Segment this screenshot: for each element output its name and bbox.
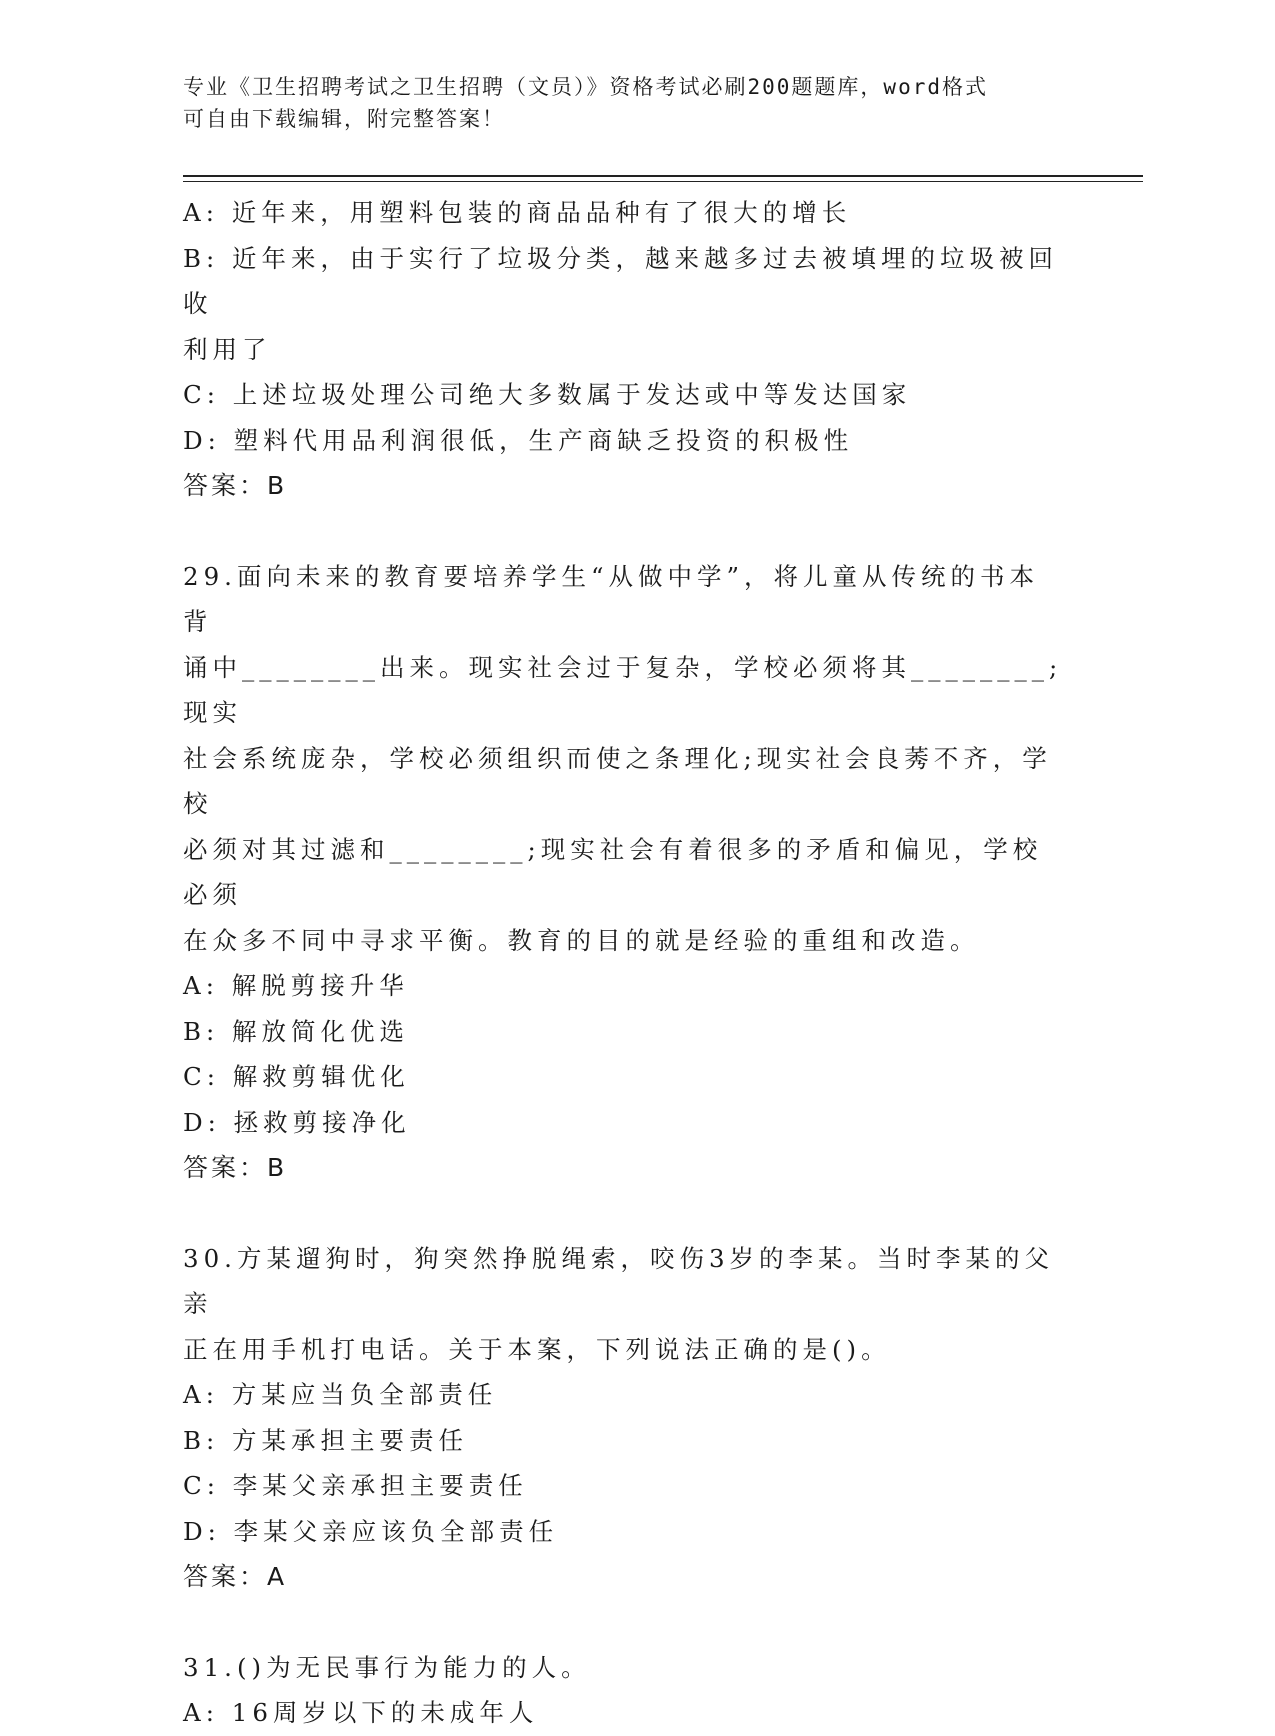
question-content	[183, 190, 1063, 1736]
question-30-text-line: 正在用手机打电话。关于本案，下列说法正确的是()。	[183, 1334, 891, 1364]
question-29-text-line: 诵中________出来。现实社会过于复杂，学校必须将其________;现实	[183, 652, 1063, 727]
spacer	[183, 1191, 1063, 1236]
question-29-block	[183, 554, 1063, 1191]
header-rule-thin	[183, 181, 1143, 182]
option-b: B: 方某承担主要责任	[183, 1425, 469, 1455]
option-d: D: 拯救剪接净化	[183, 1107, 411, 1137]
question-29-text-line: 29.面向未来的教育要培养学生“从做中学”，将儿童从传统的书本背	[183, 561, 1040, 636]
option-a: A: 近年来，用塑料包装的商品品种有了很大的增长	[183, 198, 852, 227]
question-30-text-line: 30.方某遛狗时，狗突然挣脱绳索，咬伤3岁的李某。当时李某的父亲	[183, 1243, 1055, 1318]
header-rule-thick	[183, 175, 1143, 177]
question-31-text-line: 31.()为无民事行为能力的人。	[183, 1652, 591, 1682]
question-31-block	[183, 1645, 1063, 1736]
option-c: C: 解救剪辑优化	[183, 1062, 410, 1091]
header-line-1: 专业《卫生招聘考试之卫生招聘（文员）》资格考试必刷200题题库，word格式	[183, 75, 988, 99]
question-29-text-line: 在众多不同中寻求平衡。教育的目的就是经验的重组和改造。	[183, 925, 980, 955]
option-a: A: 方某应当负全部责任	[183, 1380, 498, 1409]
option-c: C: 李某父亲承担主要责任	[183, 1471, 528, 1500]
spacer	[183, 1600, 1063, 1645]
option-b: B: 解放简化优选	[183, 1016, 410, 1046]
option-d: D: 李某父亲应该负全部责任	[183, 1516, 559, 1546]
spacer	[183, 509, 1063, 554]
question-28-block	[183, 190, 1063, 509]
header-line-2: 可自由下载编辑，附完整答案！	[183, 107, 505, 131]
answer-line: 答案：B	[183, 471, 288, 500]
question-30-block	[183, 1236, 1063, 1600]
option-c: C: 上述垃圾处理公司绝大多数属于发达或中等发达国家	[183, 380, 912, 409]
option-b: B: 近年来，由于实行了垃圾分类，越来越多过去被填埋的垃圾被回收	[183, 243, 1059, 318]
option-b-continued: 利用了	[183, 334, 272, 364]
answer-line: 答案：B	[183, 1153, 288, 1182]
question-29-text-line: 社会系统庞杂，学校必须组织而使之条理化;现实社会良莠不齐，学校	[183, 743, 1052, 818]
option-d: D: 塑料代用品利润很低，生产商缺乏投资的积极性	[183, 425, 854, 455]
question-29-text-line: 必须对其过滤和________;现实社会有着很多的矛盾和偏见，学校必须	[183, 834, 1043, 909]
option-a: A: 解脱剪接升华	[183, 971, 409, 1000]
option-a: A: 16周岁以下的未成年人	[183, 1698, 539, 1727]
answer-line: 答案：A	[183, 1562, 288, 1591]
document-header	[183, 71, 1063, 135]
